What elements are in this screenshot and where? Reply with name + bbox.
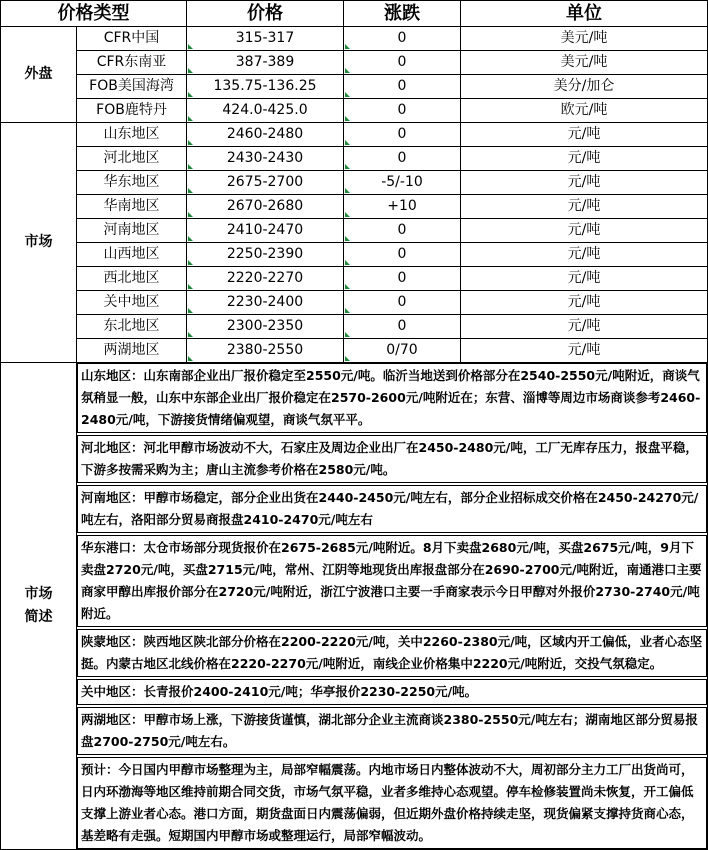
row-price: 387-389 [187, 51, 344, 75]
cell-marker-icon [188, 284, 193, 289]
header-price: 价格 [187, 1, 344, 27]
group-label-summary: 市场 简述 [1, 363, 77, 850]
row-price: 315-317 [187, 27, 344, 51]
row-unit: 元/吨 [461, 267, 708, 291]
row-name: 山东地区 [77, 123, 187, 147]
row-change: 0 [344, 99, 461, 123]
cell-marker-icon [188, 332, 193, 337]
row-change: 0 [344, 291, 461, 315]
row-price: 2230-2400 [187, 291, 344, 315]
table-row [1, 147, 708, 171]
row-change: 0 [344, 315, 461, 339]
row-unit: 元/吨 [461, 123, 708, 147]
table-row [1, 291, 708, 315]
row-price: 2410-2470 [187, 219, 344, 243]
row-price: 135.75-136.25 [187, 75, 344, 99]
row-unit: 美元/吨 [461, 27, 708, 51]
cell-marker-icon [345, 164, 350, 169]
table-row [1, 339, 708, 363]
table-row [1, 219, 708, 243]
header-change: 涨跌 [344, 1, 461, 27]
row-change: 0 [344, 267, 461, 291]
row-price: 2675-2700 [187, 171, 344, 195]
cell-marker-icon [188, 68, 193, 73]
cell-marker-icon [345, 68, 350, 73]
summary-cell [77, 363, 708, 850]
row-unit: 美分/加仑 [461, 75, 708, 99]
cell-marker-icon [188, 212, 193, 217]
row-name: 东北地区 [77, 315, 187, 339]
row-price: 2430-2430 [187, 147, 344, 171]
cell-marker-icon [345, 236, 350, 241]
table-row [1, 51, 708, 75]
summary-paragraph-forecast: 预计：今日国内甲醇市场整理为主，局部窄幅震荡。内地市场日内整体波动不大，周初部分主力工厂出货尚可，日内环渤海等地区维持前期合同交货，市场气氛平稳，业者多维持心态观望。停车检修装置尚未恢复，开工偏低支撑上游业者心态。港口方面，期货盘面日内震荡偏弱，但近期外盘价格持续走坚，现货偏紧支撑持货商心态，基差略有走强。短期国内甲醇市场或整理运行，局部窄幅波动。 [77, 757, 707, 849]
row-name: 山西地区 [77, 243, 187, 267]
cell-marker-icon [188, 236, 193, 241]
row-unit: 元/吨 [461, 147, 708, 171]
row-unit: 元/吨 [461, 291, 708, 315]
group-label-external: 外盘 [1, 27, 77, 123]
row-name: 华东地区 [77, 171, 187, 195]
cell-marker-icon [345, 92, 350, 97]
cell-marker-icon [345, 44, 350, 49]
row-change: +10 [344, 195, 461, 219]
cell-marker-icon [188, 164, 193, 169]
summary-paragraph-hebei: 河北地区：河北甲醇市场波动不大，石家庄及周边企业出厂在2450-2480元/吨，工厂无库存压力，报盘平稳，下游多按需采购为主；唐山主流参考价格在2580元/吨。 [77, 435, 707, 483]
cell-marker-icon [345, 212, 350, 217]
cell-marker-icon [188, 140, 193, 145]
summary-paragraph-lianghu: 两湖地区：甲醇市场上涨，下游接货谨慎，湖北部分企业主流商谈2380-2550元/吨左右；湖南地区部分贸易报盘2700-2750元/吨左右。 [77, 707, 707, 755]
row-name: FOB鹿特丹 [77, 99, 187, 123]
table-row [1, 267, 708, 291]
row-unit: 元/吨 [461, 243, 708, 267]
row-price: 2220-2270 [187, 267, 344, 291]
row-name: CFR中国 [77, 27, 187, 51]
row-price: 2380-2550 [187, 339, 344, 363]
row-change: 0 [344, 75, 461, 99]
summary-paragraph-shaanxi-inner-mongolia: 陕蒙地区：陕西地区陕北部分价格在2200-2220元/吨，关中2260-2380元/吨，区域内开工偏低，业者心态坚挺。内蒙古地区北线价格在2220-2270元/吨附近，南线企业价格集中2220元/吨附近，交投气氛稳定。 [77, 629, 707, 677]
table-row [1, 75, 708, 99]
row-unit: 欧元/吨 [461, 99, 708, 123]
summary-paragraph-shandong: 山东地区：山东南部企业出厂报价稳定至2550元/吨。临沂当地送到价格部分在2540-2550元/吨附近，商谈气氛稍显一般，山东中东部企业出厂报价稳定在2570-2600元/吨附近在；东营、淄博等周边市场商谈参考2460-2480元/吨，下游接货情绪偏观望，商谈气氛平平。 [77, 363, 707, 433]
cell-marker-icon [188, 356, 193, 361]
row-unit: 元/吨 [461, 315, 708, 339]
row-name: CFR东南亚 [77, 51, 187, 75]
header-row [1, 1, 708, 27]
summary-paragraph-guanzhong: 关中地区：长青报价2400-2410元/吨；华亭报价2230-2250元/吨。 [77, 679, 707, 705]
table-row [1, 243, 708, 267]
table-row [1, 315, 708, 339]
row-name: FOB美国海湾 [77, 75, 187, 99]
header-unit: 单位 [461, 1, 708, 27]
table-row [1, 123, 708, 147]
row-change: 0 [344, 243, 461, 267]
row-name: 河北地区 [77, 147, 187, 171]
row-change: 0 [344, 147, 461, 171]
cell-marker-icon [345, 260, 350, 265]
cell-marker-icon [188, 308, 193, 313]
cell-marker-icon [345, 332, 350, 337]
row-unit: 元/吨 [461, 339, 708, 363]
row-price: 2250-2390 [187, 243, 344, 267]
row-price: 2460-2480 [187, 123, 344, 147]
row-unit: 美元/吨 [461, 51, 708, 75]
summary-row [1, 363, 708, 850]
cell-marker-icon [188, 92, 193, 97]
cell-marker-icon [188, 260, 193, 265]
cell-marker-icon [345, 308, 350, 313]
table-row [1, 27, 708, 51]
row-unit: 元/吨 [461, 219, 708, 243]
cell-marker-icon [345, 284, 350, 289]
row-price: 2300-2350 [187, 315, 344, 339]
row-name: 西北地区 [77, 267, 187, 291]
row-name: 关中地区 [77, 291, 187, 315]
summary-paragraph-henan: 河南地区：甲醇市场稳定，部分企业出货在2440-2450元/吨左右，部分企业招标成交价格在2450-24270元/吨左右，洛阳部分贸易商报盘2410-2470元/吨左右 [77, 485, 707, 533]
table-row [1, 171, 708, 195]
cell-marker-icon [345, 140, 350, 145]
row-name: 华南地区 [77, 195, 187, 219]
cell-marker-icon [188, 116, 193, 121]
row-change: -5/-10 [344, 171, 461, 195]
cell-marker-icon [345, 356, 350, 361]
row-price: 2670-2680 [187, 195, 344, 219]
row-unit: 元/吨 [461, 171, 708, 195]
table-row [1, 195, 708, 219]
cell-marker-icon [188, 188, 193, 193]
cell-marker-icon [345, 116, 350, 121]
row-name: 两湖地区 [77, 339, 187, 363]
row-change: 0 [344, 51, 461, 75]
summary-paragraph-east-port: 华东港口：太仓市场部分现货报价在2675-2685元/吨附近。8月下卖盘2680元/吨，买盘2675元/吨，9月下卖盘2720元/吨，买盘2715元/吨，常州、江阴等地现货出库报盘部分在2690-2700元/吨附近，南通港口主要商家甲醇出库报价部分在2720元/吨附近，浙江宁波港口主要一手商家表示今日甲醇对外报价2730-2740元/吨附近。 [77, 535, 707, 627]
row-price: 424.0-425.0 [187, 99, 344, 123]
table-row [1, 99, 708, 123]
row-change: 0/70 [344, 339, 461, 363]
row-name: 河南地区 [77, 219, 187, 243]
header-type: 价格类型 [1, 1, 187, 27]
cell-marker-icon [188, 44, 193, 49]
row-change: 0 [344, 123, 461, 147]
group-label-market: 市场 [1, 123, 77, 363]
row-change: 0 [344, 27, 461, 51]
row-unit: 元/吨 [461, 195, 708, 219]
row-change: 0 [344, 219, 461, 243]
cell-marker-icon [345, 188, 350, 193]
